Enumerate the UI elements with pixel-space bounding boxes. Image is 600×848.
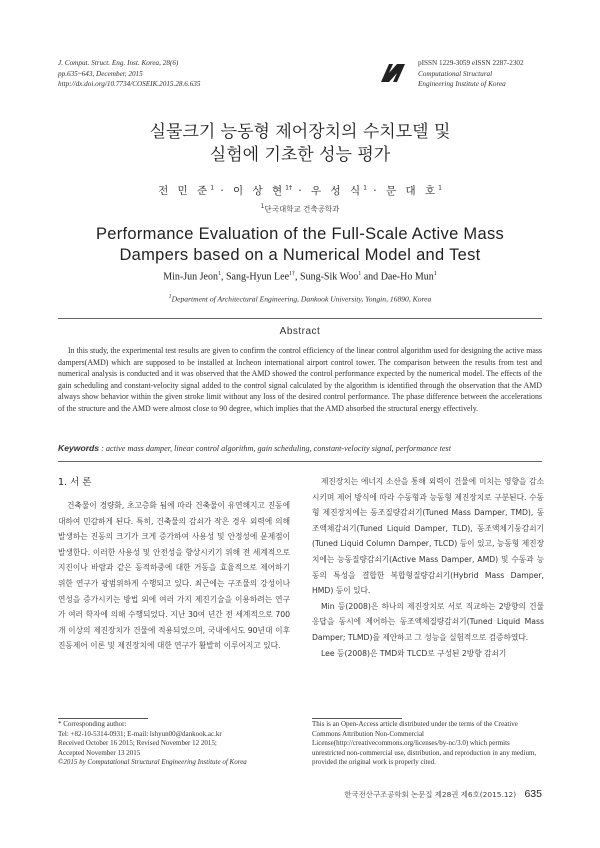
- keywords: [58, 443, 542, 453]
- korean-author-name: 우 성 식: [311, 185, 364, 197]
- body-paragraph: 건축물이 경량화, 초고층화 됨에 따라 건축물이 유연해지고 진동에 대하여 민감하게 된다. 특히, 건축물의 감쇠가 작은 경우 외력에 의해 발생하는 진동의 크기가 크게 증가하여 사용성 및 안정성에 문제점이 발생한다. 이러한 사용성 및 안전성을 향상시키기 위해 전 세계적으로 지진이나 바람과 같은 동적하중에 대한 거동을 효율적으로 제어하기 위한 연구가 광범위하게 수행되고 있다. 최근에는 구조물의 강성이나 연성을 증가시키는 방법 외에 여러 가지 제진기술을 이용하려는 연구가 여러 학자에 의해 수행되었다. 지난 30여 년간 전 세계적으로 700개 이상의 제진장치가 건물에 적용되었으며, 국내에서도 90년대 이후 진동제어 이론 및 제진장치에 대한 연구가 활발히 이루어지고 있다.: [58, 501, 290, 651]
- keywords-label: Keywords: [58, 443, 100, 453]
- author-sup: 1: [217, 271, 221, 277]
- english-authors: Min-Jun Jeon$^1$, Sang-Hyun Lee$^{1\dagger}$, Sung-Sik Woo$^1$ and Dae-Ho Mun$^1$: [163, 271, 437, 283]
- korean-author-name: 문 대 호: [385, 185, 439, 197]
- author-sup: 1: [210, 184, 215, 192]
- journal-name-line2: Engineering Institute of Korea: [418, 80, 506, 88]
- body-paragraph: Min 등(2008)은 하나의 제진장치로 서로 직교하는 2방향의 건물응답을 동시에 제어하는 동조액체질량감쇠기(Tuned Liquid Mass Damper; TLMD)를 제안하고 그 성능을 실험적으로 검증하였다.: [312, 601, 544, 642]
- left-column: [58, 498, 290, 654]
- journal-citation-line: J. Comput. Struct. Eng. Inst. Korea, 28(6): [58, 59, 179, 67]
- korean-author-name: 전 민 준: [158, 185, 211, 197]
- author-sup: 1†: [285, 184, 292, 192]
- issn-line: pISSN 1229-3059 eISSN 2287-2302: [418, 59, 524, 67]
- author-sup: 1: [433, 271, 437, 277]
- author-sup: 1: [363, 184, 367, 192]
- english-author-name: Sung-Sik Woo: [300, 271, 359, 283]
- journal-pages-line: pp.635~643, December, 2015: [58, 69, 143, 78]
- page-footer: [344, 788, 542, 800]
- korean-title-line2: 실험에 기초한 성능 평가: [209, 145, 391, 165]
- license-note: This is an Open-Access article distributed under the terms of the Creative Commons Attribution Non-Commercial License(http://creativecommons.org/licenses/by-nc/3.0) which permits unrestricted non-commercial use, distribution, and reproduction in any medium, provided the original work is properly cited.: [312, 720, 537, 767]
- abstract-heading: Abstract: [279, 326, 321, 337]
- page-number: 635: [524, 788, 542, 800]
- author-sup: 1: [358, 271, 362, 277]
- author-separator: ·: [298, 185, 305, 197]
- body-paragraph: Lee 등(2008)은 TMD와 TLCD로 구성된 2방향 감쇠기: [321, 648, 507, 658]
- footnote-left: [58, 720, 298, 768]
- journal-logo-icon: [380, 63, 406, 83]
- english-author-name: Dae-Ho Mun: [380, 271, 434, 283]
- contact-line: Tel: +82-10-5314-0931; E-mail: lshyun00@dankook.ac.kr: [58, 729, 222, 738]
- abstract-body: In this study, the experimental test results are given to confirm the control efficiency of the linear control algorithm used for designing the active mass dampers(AMD) which are supposed to be installed at Incheon international airport control tower. The comparison between the results from test and numerical analysis is conducted and it was observed that the AMD showed the control performance expected by the numerical model. The effects of the gain scheduling and constant-velocity signal added to the control signal calculated by the algorithm is identified through the observation that the AMD always show behavior within the given stroke limit without any loss of the desired control performance. The phase difference between the accelerations of the structure and the AMD were almost close to 90 degree, which implies that the AMD absorbed the structural energy effectively.: [58, 346, 542, 413]
- affil-sup: 1: [260, 203, 265, 210]
- english-title-line1: Performance Evaluation of the Full-Scale Active Mass: [95, 225, 505, 243]
- footnote-rule: [312, 718, 402, 719]
- footnote-rule: [58, 718, 148, 719]
- received-line: Received October 16 2015; Revised November 12 2015;: [58, 739, 217, 748]
- journal-footer-text: 한국전산구조공학회 논문집 제28권 제6호(2015.12): [344, 790, 517, 799]
- author-sup: 1: [438, 184, 442, 192]
- english-affiliation: [0, 294, 600, 304]
- journal-name-line1: Computational Structural: [418, 69, 493, 78]
- korean-authors: [0, 183, 600, 198]
- journal-issn-block: [418, 58, 524, 90]
- copyright-line: ©2015 by Computational Structural Engineering Institute of Korea: [58, 758, 247, 767]
- accepted-line: Accepted November 13 2015: [58, 748, 141, 757]
- korean-affiliation-text: 단국대학교 건축공학과: [264, 204, 340, 214]
- keywords-text: : active mass damper, linear control algorithm, gain scheduling, constant-velocity signal, performance test: [101, 444, 452, 453]
- affil-sup: 1: [168, 294, 172, 300]
- english-title-line2: Dampers based on a Numerical Model and Test: [119, 246, 481, 264]
- english-author-name: Sang-Hyun Lee: [225, 271, 290, 283]
- right-column: [312, 474, 544, 661]
- journal-citation: [58, 58, 200, 90]
- body-paragraph: 제진장치는 에너지 소산을 통해 외력이 건물에 미치는 영향을 감소시키며 제어 방식에 따라 수동형과 능동형 제진장치로 구분된다. 수동형 제진장치에는 동조질량감쇠기(Tuned Mass Damper, TMD), 동조액체감쇠기(Tuned Liquid Damper, TLD), 동조액체기둥감쇠기(Tuned Liquid Column Damper, TLCD) 등이 있고, 능동형 제진장치에는 능동질량감쇠기(Active Mass Damper, AMD) 및 수동과 능동의 특성을 결합한 복합형질량감쇠기(Hybrid Mass Damper, HMD) 등이 있다.: [312, 477, 544, 596]
- korean-title-line1: 실물크기 능동형 제어장치의 수치모델 및: [149, 122, 451, 142]
- abstract-bottom-rule: [58, 461, 542, 462]
- section-heading: 1. 서 론: [58, 477, 92, 488]
- author-separator: ·: [373, 185, 380, 197]
- abstract-top-rule: [58, 318, 542, 319]
- korean-author-name: 이 상 현: [233, 185, 286, 197]
- korean-affiliation: [0, 203, 600, 215]
- author-separator: ·: [220, 185, 227, 197]
- doi-link[interactable]: http://dx.doi.org/10.7734/COSEIK.2015.28.6.635: [58, 80, 201, 88]
- author-sup: 1†: [289, 271, 296, 277]
- corresponding-label: * Corresponding author:: [58, 720, 127, 728]
- english-affiliation-text: Department of Architectural Engineering, Dankook University, Yongin, 16890, Korea: [171, 294, 432, 304]
- english-author-name: Min-Jun Jeon: [163, 271, 218, 283]
